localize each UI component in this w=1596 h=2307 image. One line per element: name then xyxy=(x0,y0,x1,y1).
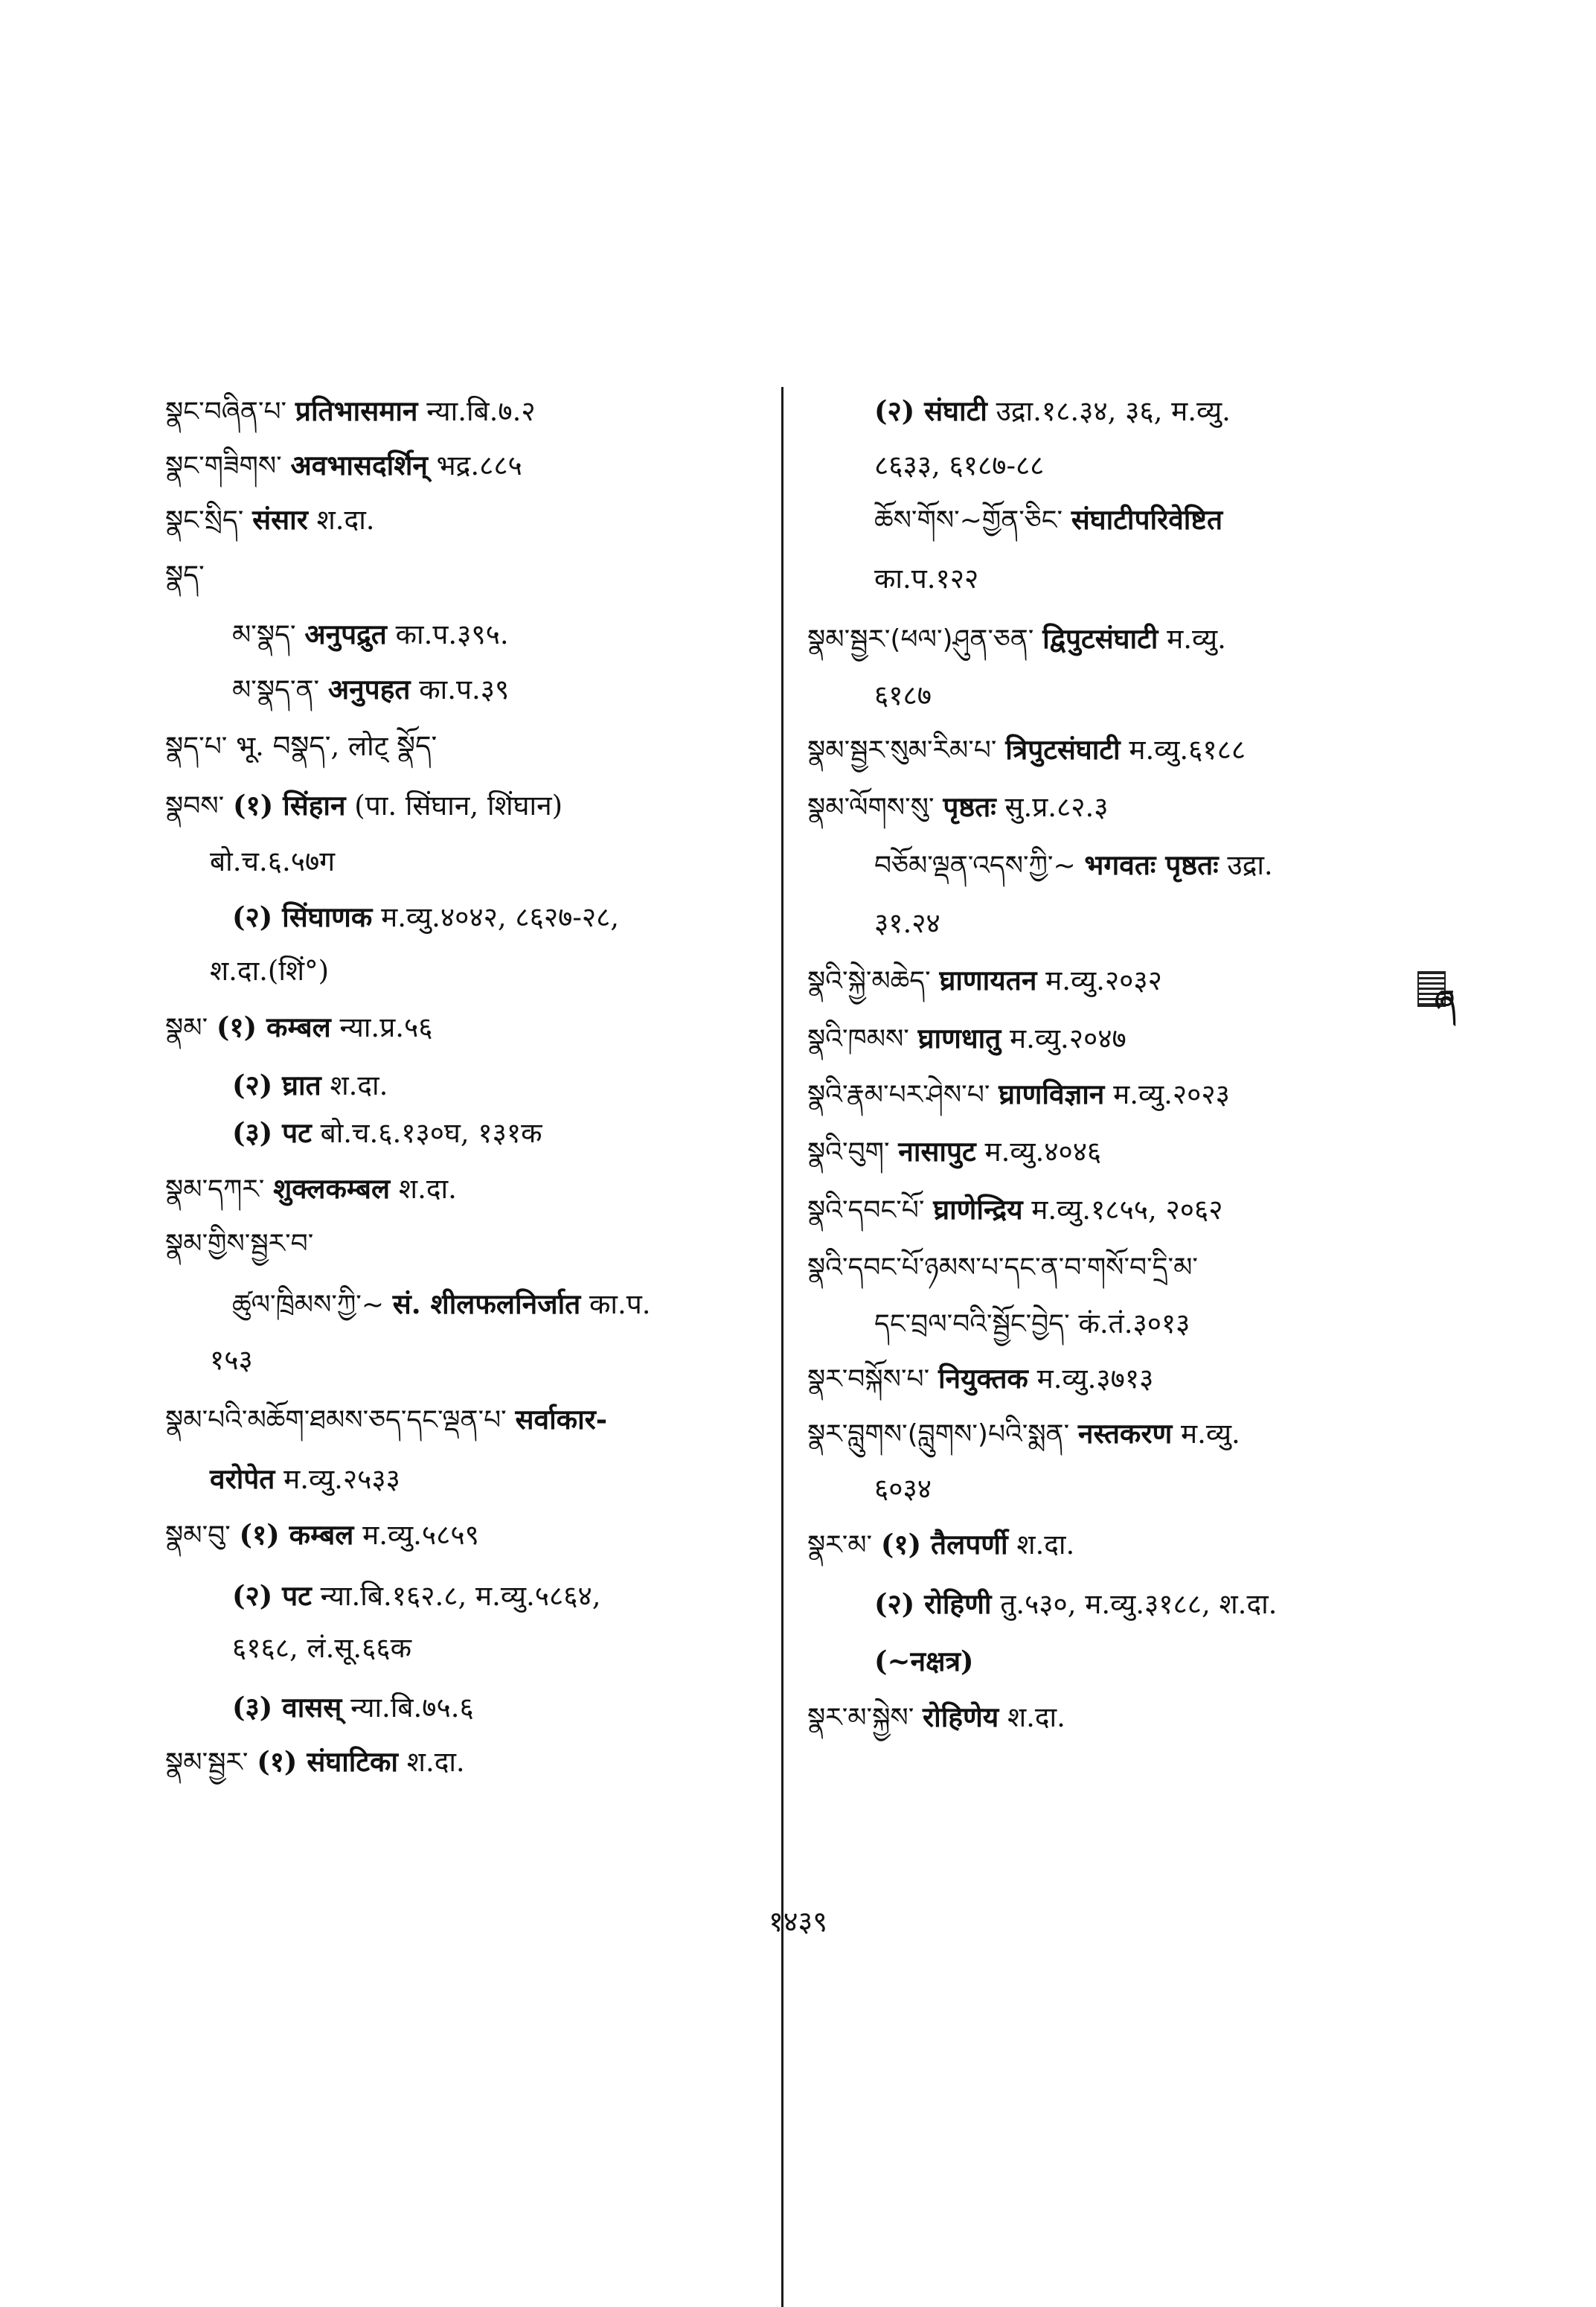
entry-line xyxy=(874,556,978,601)
source-reference: श.दा.(शिं°) xyxy=(210,955,330,987)
entry-line xyxy=(165,1739,465,1784)
entry-line xyxy=(165,1005,432,1049)
source-reference: ६१६८, लं.सू.६६क xyxy=(232,1632,411,1664)
sanskrit-equivalent: (१) संघाटिका xyxy=(257,1745,399,1778)
sanskrit-equivalent: (२) सिंघाणक xyxy=(232,900,373,933)
sanskrit-equivalent: (२) रोहिणी xyxy=(874,1587,992,1620)
tibetan-headword: མ་སྣད་ན་ xyxy=(232,675,320,705)
sanskrit-equivalent: नियुक्तक xyxy=(938,1362,1028,1395)
sanskrit-equivalent: (१) सिंहान xyxy=(233,789,346,822)
tibetan-headword: བཅོམ་ལྡན་འདས་ཀྱི་~ xyxy=(874,851,1076,881)
tibetan-headword: སྣམ་ལོགས་སུ་ xyxy=(807,793,935,823)
tibetan-headword: སྣའི་སྐྱེ་མཆེད་ xyxy=(807,966,931,996)
sanskrit-equivalent: रोहिणेय xyxy=(923,1700,999,1733)
source-reference: का.प.३९ xyxy=(419,673,510,705)
source-reference: का.प. xyxy=(589,1288,651,1320)
entry-line xyxy=(807,1016,1127,1060)
thumb-index-letter: ཞ xyxy=(1435,985,1455,1019)
source-reference: ६१८७ xyxy=(874,679,932,711)
entry-line xyxy=(165,1512,479,1557)
source-reference: ३१.२४ xyxy=(874,907,940,939)
sanskrit-equivalent: (३) पट xyxy=(232,1116,312,1149)
source-reference: श.दा. xyxy=(316,504,375,536)
source-reference: म.व्यु.६१८८ xyxy=(1129,734,1246,766)
entry-line xyxy=(232,1063,388,1107)
entry-line xyxy=(210,948,329,993)
entry-line xyxy=(807,784,1109,829)
entry-line xyxy=(874,388,1231,433)
entry-line xyxy=(210,1456,400,1501)
source-reference: म.व्यु.२०३२ xyxy=(1045,964,1162,996)
sanskrit-equivalent: घ्राणायतन xyxy=(939,964,1037,996)
tibetan-headword: སྣང་གཟིགས་ xyxy=(165,451,282,481)
entry-line xyxy=(232,612,509,656)
source-reference: म.व्यु.१८५५, २०६२ xyxy=(1031,1194,1223,1226)
sanskrit-equivalent: (१) कम्बल xyxy=(216,1011,331,1043)
sanskrit-equivalent: घ्राणविज्ञान xyxy=(999,1078,1105,1110)
source-reference: सु.प्र.८२.३ xyxy=(1004,791,1109,823)
entry-line xyxy=(232,1110,542,1155)
sanskrit-equivalent: संघाटीपरिवेष्टित xyxy=(1071,503,1223,536)
sanskrit-equivalent: पृष्ठतः xyxy=(943,790,996,823)
sanskrit-equivalent: द्विपुटसंघाटी xyxy=(1042,622,1158,655)
entry-line xyxy=(874,842,1273,887)
tibetan-headword: སྣམ་པའི་མཆོག་ཐམས་ཅད་དང་ལྡན་པ་ xyxy=(165,1405,507,1436)
entry-line xyxy=(874,443,1044,487)
sanskrit-equivalent: संसार xyxy=(252,503,308,536)
tibetan-headword: སྣམ་ xyxy=(165,1013,208,1043)
entry-line xyxy=(874,900,940,945)
source-reference: न्या.बि.७५.६ xyxy=(350,1692,474,1724)
sanskrit-equivalent: अवभासदर्शिन् xyxy=(290,449,428,481)
source-reference: तु.५३०, म.व्यु.३१८८, श.दा. xyxy=(1000,1588,1278,1620)
entry-line xyxy=(232,1685,474,1730)
entry-line xyxy=(874,1639,974,1683)
tibetan-headword: ཆོས་གོས་~གྱོན་ཅིང་ xyxy=(874,505,1063,536)
tibetan-headword: སྣམ་སྦྱར་(ཕལ་)ཤུན་ཅན་ xyxy=(807,624,1034,655)
entry-line xyxy=(232,895,619,939)
tibetan-headword: སྣར་བསྐོས་པ་ xyxy=(807,1364,930,1395)
tibetan-headword: སྣའི་དབང་པོ་ xyxy=(807,1195,925,1226)
page-number: १४३९ xyxy=(768,1905,828,1938)
tibetan-headword: མ་སྣད་ xyxy=(232,620,296,650)
tibetan-headword: སྣད་ xyxy=(165,560,205,591)
source-reference: (पा. सिंघान, शिंघान) xyxy=(354,790,563,822)
source-reference: का.प.१२२ xyxy=(874,563,979,595)
sanskrit-equivalent: सर्वाकार- xyxy=(515,1403,608,1436)
entry-line xyxy=(807,1695,1065,1739)
entry-line xyxy=(210,839,335,883)
source-reference: श.दा. xyxy=(1016,1529,1075,1561)
tibetan-headword: སྣམ་དཀར་ xyxy=(165,1174,265,1205)
tibetan-headword: སྣད་པ་ xyxy=(165,732,228,762)
tibetan-headword: སྣམ་སྦྱར་ xyxy=(165,1747,249,1778)
entry-line xyxy=(807,727,1246,772)
entry-line xyxy=(874,497,1222,542)
entry-line xyxy=(165,443,522,487)
source-reference: श.दा. xyxy=(330,1069,388,1101)
entry-line xyxy=(210,1337,253,1382)
source-reference: उद्रा.१८.३४, ३६, म.व्यु. xyxy=(996,395,1231,427)
sanskrit-equivalent: त्रिपुटसंघाटी xyxy=(1005,733,1121,766)
sanskrit-equivalent: नासापुट xyxy=(898,1135,976,1168)
source-reference: न्या.बि.७.२ xyxy=(426,395,536,427)
entry-line xyxy=(165,1220,313,1265)
source-reference: न्या.बि.१६२.८, म.व्यु.५८६४, xyxy=(320,1580,601,1612)
sanskrit-equivalent: (१) तैलपर्णी xyxy=(880,1528,1008,1561)
source-reference: कं.तं.३०१३ xyxy=(1078,1308,1190,1340)
tibetan-headword: སྣར་མ་ xyxy=(807,1530,873,1561)
tibetan-headword: སྣའི་དབང་པོ་ཉམས་པ་དང་ན་བ་གསོ་བ་དྲི་མ་ xyxy=(807,1252,1198,1283)
tibetan-headword: སྣང་བཞིན་པ་ xyxy=(165,397,287,427)
source-reference: ८६३३, ६१८७-८८ xyxy=(874,449,1045,481)
sanskrit-equivalent: (१) कम्बल xyxy=(239,1518,354,1551)
tibetan-headword: སྣའི་བུག་ xyxy=(807,1137,890,1168)
tibetan-headword: སྣམ་བུ་ xyxy=(165,1520,231,1551)
column-divider xyxy=(781,387,783,2307)
sanskrit-equivalent: (२) संघाटी xyxy=(874,394,987,427)
entry-line xyxy=(232,1625,411,1670)
source-reference: ६०३४ xyxy=(874,1473,932,1505)
entry-line xyxy=(807,1411,1240,1456)
entry-line xyxy=(165,552,205,597)
sanskrit-equivalent: शुक्लकम्बल xyxy=(273,1172,391,1205)
tibetan-headword: སྣམ་སྦྱར་སུམ་རིམ་པ་ xyxy=(807,735,997,766)
entry-line xyxy=(232,1282,651,1326)
source-reference: म.व्यु.४०४६ xyxy=(984,1136,1102,1168)
source-reference: म.व्यु.२०२३ xyxy=(1113,1078,1230,1110)
source-reference: म.व्यु.२०४७ xyxy=(1010,1023,1127,1055)
entry-line xyxy=(807,1244,1198,1289)
entry-line xyxy=(165,723,437,768)
sanskrit-equivalent: (२) घ्रात xyxy=(232,1069,321,1101)
source-reference: म.व्यु.४०४२, ८६२७-२८, xyxy=(381,901,620,933)
tibetan-headword: སྣར་མ་སྐྱེས་ xyxy=(807,1703,914,1733)
entry-line xyxy=(807,1356,1153,1401)
entry-line xyxy=(165,497,375,542)
sanskrit-equivalent: नस्तकरण xyxy=(1077,1417,1173,1450)
sanskrit-equivalent: (३) वासस् xyxy=(232,1691,342,1724)
tibetan-headword: སྣང་སྲིད་ xyxy=(165,505,244,536)
entry-line xyxy=(874,673,932,717)
entry-line xyxy=(807,1522,1074,1567)
sanskrit-equivalent: प्रतिभासमान xyxy=(295,394,418,427)
sanskrit-equivalent: (~नक्षत्र) xyxy=(874,1645,974,1677)
source-reference: भद्र.८८५ xyxy=(436,449,522,481)
source-reference: भू. བསྣད་, लोट् སྣོད་ xyxy=(236,730,438,762)
source-reference: म.व्यु. xyxy=(1167,623,1226,655)
entry-line xyxy=(807,1072,1230,1116)
entry-line xyxy=(165,1166,457,1211)
entry-line xyxy=(165,388,536,433)
source-reference: श.दा. xyxy=(406,1746,465,1778)
sanskrit-equivalent: अनुपहत xyxy=(327,673,411,705)
source-reference: बो.च.६.५७ग xyxy=(210,845,336,877)
entry-line xyxy=(874,1301,1190,1346)
entry-line xyxy=(807,1129,1101,1174)
sanskrit-equivalent: भगवतः पृष्ठतः xyxy=(1084,848,1219,881)
entry-line xyxy=(874,1581,1277,1626)
sanskrit-equivalent: अनुपद्रुत xyxy=(304,618,387,650)
source-reference: का.प.३९५. xyxy=(395,618,509,650)
entry-line xyxy=(232,1573,601,1618)
source-reference: १५३ xyxy=(210,1344,253,1376)
tibetan-headword: དང་བྲལ་བའི་སྦྱོང་བྱེད་ xyxy=(874,1309,1070,1340)
entry-line xyxy=(807,616,1226,661)
source-reference: म.व्यु.२५३३ xyxy=(283,1463,400,1495)
source-reference: बो.च.६.१३०घ, १३१क xyxy=(320,1117,542,1149)
source-reference: म.व्यु.५८५९ xyxy=(362,1519,479,1551)
sanskrit-equivalent: घ्राणेन्द्रिय xyxy=(933,1193,1023,1226)
sanskrit-equivalent: वरोपेत xyxy=(210,1462,275,1495)
entry-line xyxy=(874,1466,932,1511)
source-reference: उद्रा. xyxy=(1227,849,1273,881)
source-reference: न्या.प्र.५६ xyxy=(339,1011,433,1043)
entry-line xyxy=(807,1187,1223,1232)
source-reference: श.दा. xyxy=(398,1173,457,1205)
tibetan-headword: སྣབས་ xyxy=(165,791,225,822)
sanskrit-equivalent: सं. शीलफलनिर्जात xyxy=(392,1287,581,1320)
sanskrit-equivalent: घ्राणधातु xyxy=(917,1022,1001,1055)
tibetan-headword: སྣར་བླུགས་(བླུགས་)པའི་སྨན་ xyxy=(807,1419,1070,1450)
tibetan-headword: སྣའི་ཁམས་ xyxy=(807,1024,909,1055)
tibetan-headword: ཚུལ་ཁྲིམས་ཀྱི་~ xyxy=(232,1290,385,1320)
source-reference: म.व्यु. xyxy=(1181,1418,1240,1450)
sanskrit-equivalent: (२) पट xyxy=(232,1579,312,1612)
tibetan-headword: སྣའི་རྣམ་པར་ཤེས་པ་ xyxy=(807,1080,990,1110)
entry-line xyxy=(165,1397,607,1442)
entry-line xyxy=(807,958,1162,1002)
source-reference: म.व्यु.३७१३ xyxy=(1036,1363,1154,1395)
tibetan-headword: སྣམ་གྱིས་སྦྱར་བ་ xyxy=(165,1229,314,1259)
entry-line xyxy=(232,667,509,711)
source-reference: श.दा. xyxy=(1007,1701,1065,1733)
entry-line xyxy=(165,783,563,828)
